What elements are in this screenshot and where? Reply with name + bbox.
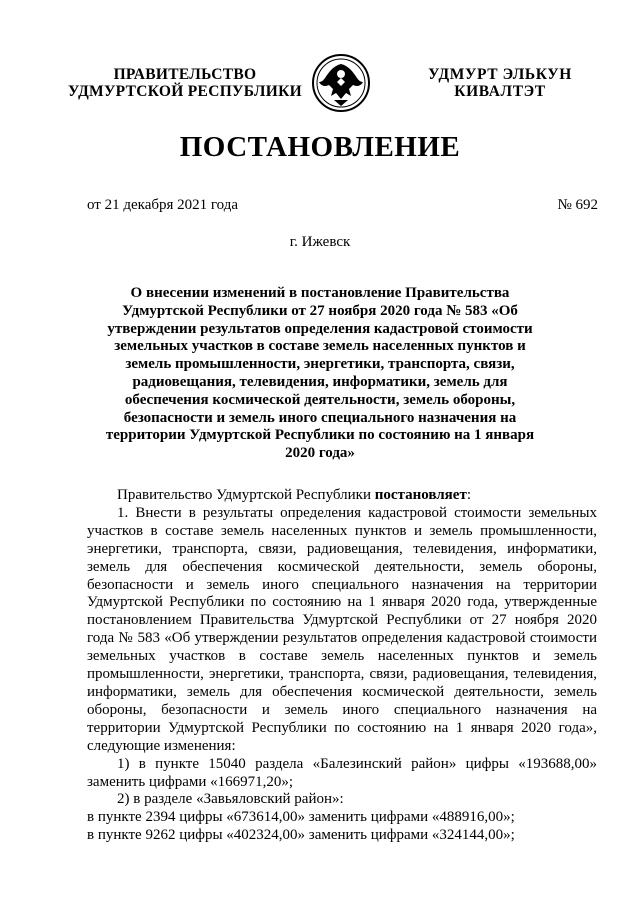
paragraph-5: в пункте 9262 цифры «402324,00» заменить цифрами «324144,00»; [87,827,515,844]
intro-suffix: : [466,487,471,503]
document-city: г. Ижевск [289,234,351,250]
udmurt-coat-of-arms-icon [310,52,372,114]
header-right-line-2: КИВАЛТЭТ [454,83,546,100]
document-number: № 692 [557,197,598,213]
government-name-russian [60,66,310,100]
intro-prefix: Правительство Удмуртской Республики [117,487,375,503]
intro-paragraph [87,487,597,505]
paragraph-2: 1) в пункте 15040 раздела «Балезинский район» цифры «193688,00» заменить цифрами «166971,20»; [87,755,597,790]
document-date: от 21 декабря 2021 года [87,197,239,213]
header-right-line-1: УДМУРТ ЭЛЬКУН [428,66,572,83]
document-title: ПОСТАНОВЛЕНИЕ [179,131,461,163]
intro-verb: постановляет [374,487,467,503]
government-name-udmurt [400,66,600,100]
paragraph-1: 1. Внести в результаты определения кадастровой стоимости земельных участков в составе земель населенных пунктов и земель промышленности, энергетики, транспорта, связи, радиовещания, телевидения, информатики, земель для обеспечения космической деятельности, земель обороны, безопасности и земель иного специального назначения на территории Удмуртской Республики по состоянию на 1 января 2020 года, утвержденные постановлением Правительства Удмуртской Республики от 27 ноября 2020 года № 583 «Об утверждении результатов определения кадастровой стоимости земельных участков в составе земель населенных пунктов и земель промышленности, энергетики, транспорта, связи, радиовещания, телевидения, информатики, земель для обеспечения космической деятельности, земель обороны, безопасности и земель иного специального назначения на территории Удмуртской Республики по состоянию на 1 января 2020 года», следующие изменения: [87,504,597,754]
header-left-line-2: УДМУРТСКОЙ РЕСПУБЛИКИ [67,83,302,100]
header-left-line-1: ПРАВИТЕЛЬСТВО [113,66,257,83]
paragraph-4: в пункте 2394 цифры «673614,00» заменить цифрами «488916,00»; [87,809,515,826]
document-subject: О внесении изменений в постановление Правительства Удмуртской Республики от 27 ноября 2020 года № 583 «Об утверждении результатов определения кадастровой стоимости земельных участков в составе земель населенных пунктов и земель промышленности, энергетики, транспорта, связи, радиовещания, телевидения, информатики, земель для обеспечения космической деятельности, земель обороны, безопасности и земель иного специального назначения на территории Удмуртской Республики по состоянию на 1 января 2020 года» [105,285,535,462]
document-body [87,487,597,845]
paragraph-3: 2) в разделе «Завьяловский район»: [117,791,344,808]
